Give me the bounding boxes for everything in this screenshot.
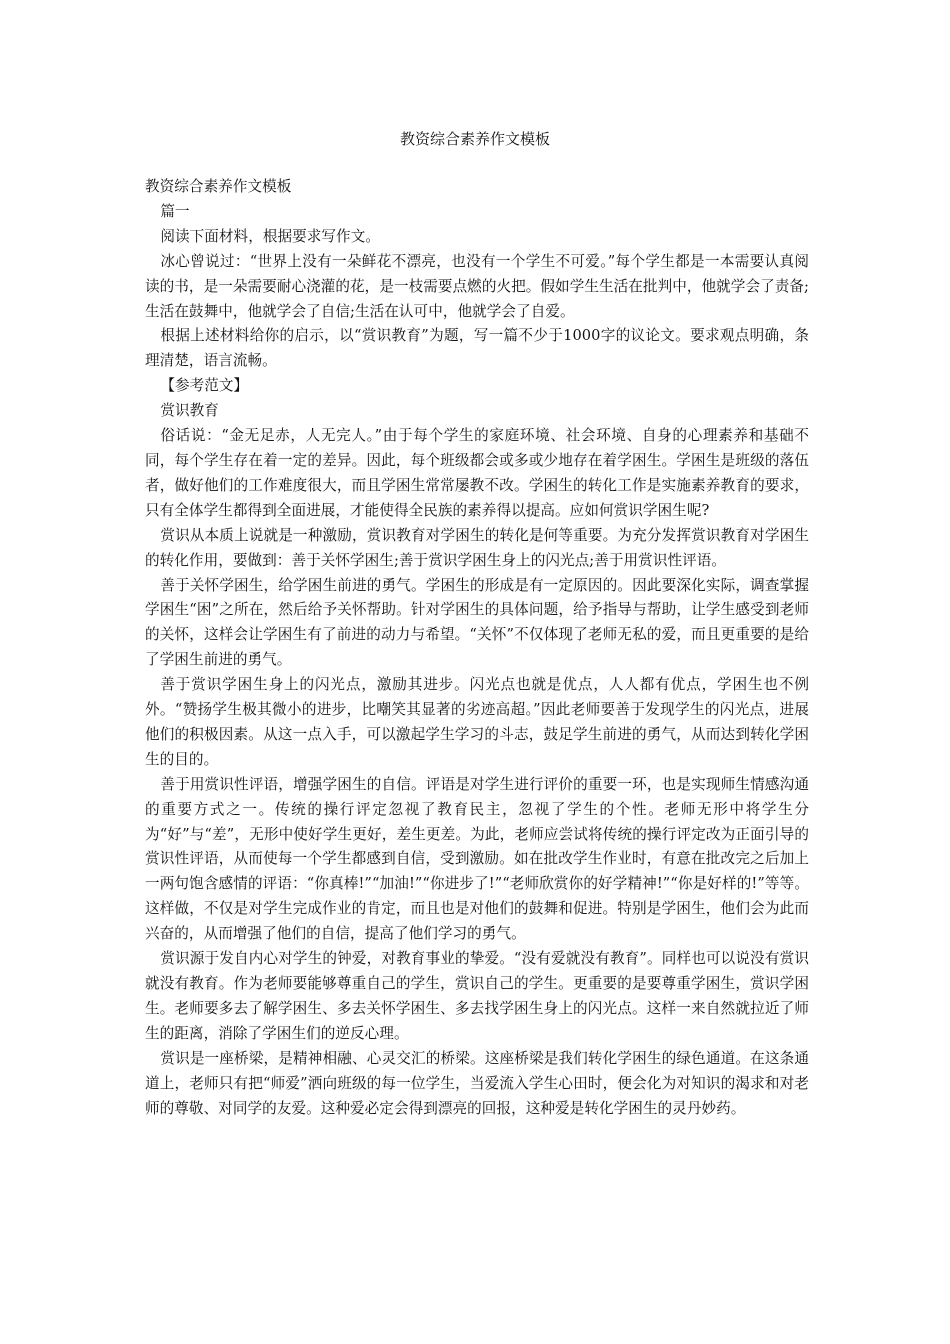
reference-label: 【参考范文】 xyxy=(160,377,249,395)
material-paragraph: 冰心曾说过：“世界上没有一朵鲜花不漂亮，也没有一个学生不可爱。”每个学生都是一本需要认真阅读的书，是一朵需要耐心浇灌的花，是一枝需要点燃的火把。假如学生生活在批判中，他就学会了责备;生活在鼓舞中，他就学会了自信;生活在认可中，他就学会了自爱。 xyxy=(145,252,809,320)
document-title: 教资综合素养作文模板 xyxy=(399,130,550,148)
essay-paragraph: 善于用赏识性评语，增强学困生的自信。评语是对学生进行评价的重要一环，也是实现师生情感沟通的重要方式之一。传统的操行评定忽视了教育民主，忽视了学生的个性。老师无形中将学生分为“好”与“差”，无形中使好学生更好，差生更差。为此，老师应尝试将传统的操行评定改为正面引导的赏识性评语，从而使每一个学生都感到自信，受到激励。如在批改学生作业时，有意在批改完之后加上一两句饱含感情的评语：“你真棒!”“加油!”“你进步了!”“老师欣赏你的好学精神!”“你是好样的!”等等。这样做，不仅是对学生完成作业的肯定，而且也是对他们的鼓舞和促进。特别是学困生，他们会为此而兴奋的，从而增强了他们的自信，提高了他们学习的勇气。 xyxy=(145,775,809,943)
task-paragraph: 根据上述材料给你的启示，以“赏识教育”为题，写一篇不少于1000字的议论文。要求观点明确，条理清楚，语言流畅。 xyxy=(145,327,809,370)
essay-paragraph: 赏识是一座桥梁，是精神相融、心灵交汇的桥梁。这座桥梁是我们转化学困生的绿色通道。在这条通道上，老师只有把“师爱”洒向班级的每一位学生，当爱流入学生心田时，便会化为对知识的渴求和对老师的尊敬、对同学的友爱。这种爱必定会得到漂亮的回报，这种爱是转化学困生的灵丹妙药。 xyxy=(145,1049,809,1117)
essay-paragraph: 善于赏识学困生身上的闪光点，激励其进步。闪光点也就是优点，人人都有优点，学困生也不例外。“赞扬学生极其微小的进步，比嘲笑其显著的劣迹高超。”因此老师要善于发现学生的闪光点，进展他们的积极因素。从这一点入手，可以激起学生学习的斗志，鼓足学生前进的勇气，从而达到转化学困生的目的。 xyxy=(145,676,809,768)
document-body xyxy=(145,175,809,1121)
body-heading: 教资综合素养作文模板 xyxy=(145,178,292,195)
instruction-paragraph: 阅读下面材料，根据要求写作文。 xyxy=(160,227,380,245)
essay-title: 赏识教育 xyxy=(160,402,219,420)
essay-paragraph: 善于关怀学困生，给学困生前进的勇气。学困生的形成是有一定原因的。因此要深化实际，调查掌握学困生“困”之所在，然后给予关怀帮助。针对学困生的具体问题，给予指导与帮助，让学生感受到老师的关怀，这样会让学困生有了前进的动力与希望。“关怀”不仅体现了老师无私的爱，而且更重要的是给了学困生前进的勇气。 xyxy=(145,576,809,669)
section-label: 篇一 xyxy=(160,202,190,220)
essay-paragraph: 俗话说：“金无足赤，人无完人。”由于每个学生的家庭环境、社会环境、自身的心理素养和基础不同，每个学生存在着一定的差异。因此，每个班级都会或多或少地存在着学困生。学困生是班级的落伍者，做好他们的工作难度很大，而且学困生常常屡教不改。学困生的转化工作是实施素养教育的要求，只有全体学生都得到全面进展，才能使得全民族的素养得以提高。应如何赏识学困生呢? xyxy=(145,427,809,519)
essay-paragraph: 赏识从本质上说就是一种激励，赏识教育对学困生的转化是何等重要。为充分发挥赏识教育对学困生的转化作用，要做到：善于关怀学困生;善于赏识学困生身上的闪光点;善于用赏识性评语。 xyxy=(145,526,809,569)
essay-paragraph: 赏识源于发自内心对学生的钟爱，对教育事业的挚爱。“没有爱就没有教育”。同样也可以说没有赏识就没有教育。作为老师要能够尊重自己的学生，赏识自己的学生。更重要的是要尊重学困生，赏识学困生。老师要多去了解学困生、多去关怀学困生、多去找学困生身上的闪光点。这样一来自然就拉近了师生的距离，消除了学困生们的逆反心理。 xyxy=(145,950,809,1042)
